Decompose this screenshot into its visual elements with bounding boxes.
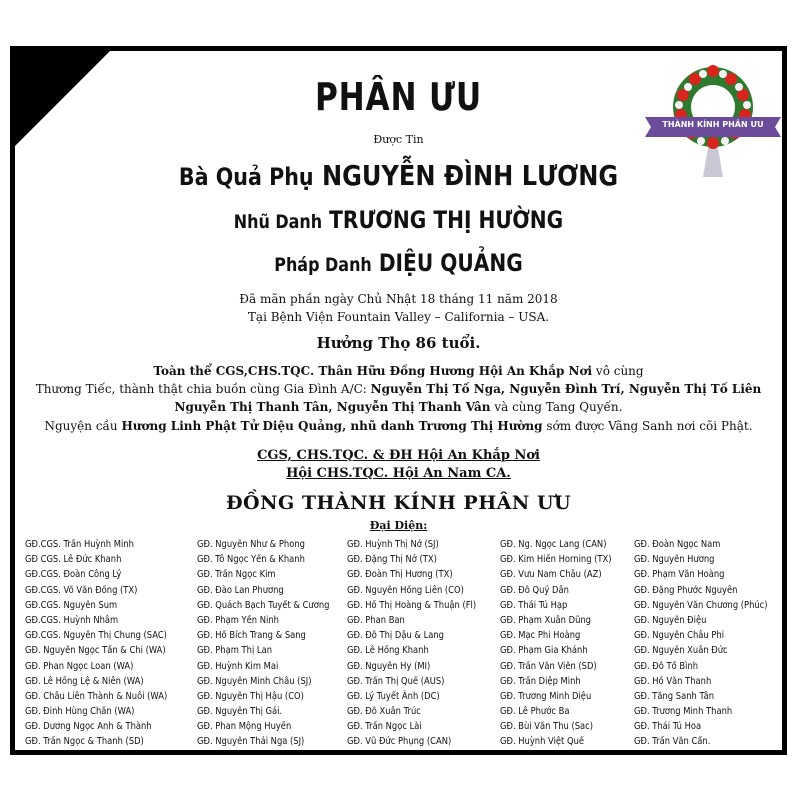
signatory-entry: GĐ. Thái Tú Hạp	[500, 599, 568, 611]
condolence-line-3	[15, 400, 782, 414]
signatories-column-5	[634, 537, 786, 750]
prayer-text: Nguyện cầu	[44, 419, 122, 433]
signatory-entry: GĐ. Đặng Phước Nguyên	[634, 584, 738, 596]
signatory-entry: GĐ. Nguyễn Xuân Đức	[634, 645, 728, 657]
signatory-entry: GĐ. Đặng Thị Nở (TX)	[347, 554, 437, 566]
signatory-entry: GĐ. Tăng Sanh Tân	[634, 690, 715, 702]
signatory-entry: GĐ. Đỗ Tố Bình	[634, 660, 699, 672]
signatory-entry: GĐ. Vưu Nam Châu (AZ)	[500, 569, 602, 581]
signatories-column-4	[500, 537, 627, 750]
signatory-entry: GĐ. Đỗ Quý Dân	[500, 584, 569, 596]
closing-heading: ĐỒNG THÀNH KÍNH PHÂN ƯU	[225, 492, 572, 514]
signatory-entry: GĐ. Nguyễn Thị Hậu (CO)	[197, 690, 304, 702]
signatory-entry: GĐ. Đinh Hùng Chấn (WA)	[25, 706, 135, 718]
signatory-entry: GĐ. Hồ Bích Trang & Sang	[197, 630, 306, 642]
deceased-name: NGUYỄN ĐÌNH LƯƠNG	[321, 159, 619, 192]
signatory-entry: GĐ. Thái Tú Hoa	[634, 721, 702, 733]
family-names: Nguyễn Thị Thanh Tân, Nguyễn Thị Thanh Vân	[174, 400, 491, 414]
signatory-entry: GĐ. Phạm Xuân Dũng	[500, 614, 591, 626]
condolence-text: vô cùng	[592, 364, 644, 378]
signatory-entry: GĐ. Trần Ngọc Lài	[347, 721, 422, 733]
signatory-entry: GĐ. Nguyễn Điệu	[634, 614, 707, 626]
maiden-prefix: Nhũ Danh	[233, 211, 323, 233]
signatory-entry: GĐ.CGS. Huỳnh Nhâm	[25, 614, 119, 626]
prayer-line	[15, 419, 782, 433]
signatory-entry: GĐ. Lê Phước Ba	[500, 706, 570, 718]
signatories-list	[25, 537, 775, 747]
prayer-text: sớm được Vãng Sanh nơi cõi Phật.	[542, 419, 753, 433]
signatory-entry: GĐ. Đoàn Ngọc Nam	[634, 539, 721, 550]
signatory-entry: GĐ. Nguyễn Ngọc Tấn & Chi (WA)	[25, 645, 166, 657]
signatory-entry: GĐ. Quách Bạch Tuyết & Cương	[197, 599, 330, 611]
signatory-entry: GĐ. Nguyễn Hương	[634, 554, 715, 566]
signatories-column-3	[347, 537, 494, 750]
signatory-entry: GĐ. Trần Diệp Minh	[500, 675, 581, 687]
signatory-entry: GĐ. Phạm Văn Hoàng	[634, 569, 725, 581]
signatory-entry: GĐ. Nguyễn Thái Nga (SJ)	[197, 736, 305, 748]
signatory-entry: GĐ. Nguyễn Minh Châu (SJ)	[197, 675, 312, 687]
organization-2: Hội CHS.TQC. Hội An Nam CA.	[286, 466, 511, 481]
signatory-entry: GĐ.CGS. Nguyễn Sum	[25, 599, 118, 611]
signatory-entry: GĐ. Nguyễn Châu Phi	[634, 630, 725, 642]
signatory-entry: GĐ. Đỗ Thị Dậu & Lang	[347, 630, 444, 642]
signatory-entry: GĐ. Trần Ngọc & Thanh (SD)	[25, 736, 144, 748]
signatory-entry: GĐ. Hồ Thị Hoàng & Thuận (Fl)	[347, 599, 477, 611]
signatory-entry: GĐ. Dương Ngọc Anh & Thành	[25, 721, 152, 733]
signatory-entry: GĐ. Nguyễn Hồng Liên (CO)	[347, 584, 464, 596]
signatories-column-1	[25, 537, 187, 750]
signatory-entry: GĐ. Phạm Thị Lan	[197, 645, 273, 657]
signatory-entry: GĐ. Phan Ngọc Loan (WA)	[25, 660, 134, 672]
signatory-entry: GĐ. Ng. Ngọc Lang (CAN)	[500, 539, 607, 550]
signatory-entry: GĐ. Trần Văn Viễn (SD)	[500, 660, 597, 672]
signatory-entry: GĐ. Nguyễn Thị Gái.	[197, 706, 283, 718]
signatory-entry: GĐ. Châu Liên Thành & Nuôi (WA)	[25, 690, 168, 702]
organization-1: CGS, CHS.TQC. & ĐH Hội An Khắp Nơi	[257, 448, 540, 463]
age-line: Hưởng Thọ 86 tuổi.	[316, 334, 481, 352]
signatory-entry: GĐ. Lê Hồng Khanh	[347, 645, 429, 657]
notice-frame	[10, 46, 787, 755]
maiden-name: TRƯƠNG THỊ HƯỜNG	[329, 206, 564, 234]
signatory-entry: GĐ. Trương Minh Diệu	[500, 690, 592, 702]
notice-title: PHÂN ƯU	[314, 75, 483, 119]
death-place-line: Tại Bệnh Viện Fountain Valley – California – USA.	[247, 310, 550, 324]
signatory-entry: GĐ. Lê Hồng Lệ & Niên (WA)	[25, 675, 144, 687]
signatory-entry: GĐ. Trần Thị Quế (AUS)	[347, 675, 445, 687]
signatory-entry: GĐ. Trần Văn Cẩn.	[634, 736, 711, 748]
dharma-prefix: Pháp Danh	[274, 254, 372, 276]
signatory-entry: GĐ.CGS. Đoàn Công Lý	[25, 569, 122, 581]
signatory-entry: GĐ. Bùi Văn Thu (Sac)	[500, 721, 594, 733]
signatory-entry: GĐ. Đoàn Thị Hương (TX)	[347, 569, 453, 581]
wreath-banner-text: THÀNH KÍNH PHÂN ƯU	[662, 120, 764, 129]
signatory-entry: GĐ. Nguyễn Hy (MI)	[347, 660, 431, 672]
prayer-subject: Hương Linh Phật Tử Diệu Quảng, nhũ danh Trương Thị Hường	[121, 419, 543, 433]
signatory-entry: GĐ. Vũ Đức Phụng (CAN)	[347, 736, 452, 748]
signatory-entry: GĐ. Phan Mộng Huyền	[197, 721, 292, 733]
signatory-entry: GĐ. Đào Lan Phương	[197, 584, 284, 596]
family-names: Nguyễn Thị Tố Nga, Nguyễn Đình Trí, Nguyễn Thị Tố Liên	[370, 382, 762, 396]
signatory-entry: GĐ. Phan Ban	[347, 614, 405, 626]
signatory-entry: GĐ. Tô Ngọc Yến & Khanh	[197, 554, 305, 566]
signatory-entry: GĐ. Nguyễn Văn Chương (Phúc)	[634, 599, 768, 611]
condolence-text: Thương Tiếc, thành thật chia buồn cùng Gia Đình A/C:	[35, 382, 371, 396]
signatory-entry: GĐ. Nguyễn Như & Phong	[197, 539, 305, 550]
signatories-column-2	[197, 537, 348, 750]
signatory-entry: GĐ. Phạm Yến Ninh	[197, 614, 279, 626]
signatory-entry: GĐ. Mạc Phi Hoàng	[500, 630, 581, 642]
signatory-entry: GĐ.CGS. Nguyễn Thị Chung (SAC)	[25, 630, 167, 642]
condolence-line-2	[15, 382, 782, 396]
condolence-senders: Toàn thể CGS,CHS.TQC. Thân Hữu Đồng Hương Hội An Khắp Nơi	[153, 364, 593, 378]
name-prefix: Bà Quả Phụ	[178, 163, 314, 191]
death-date-line: Đã mãn phần ngày Chủ Nhật 18 tháng 11 năm 2018	[239, 292, 558, 306]
signatory-entry: GĐ. Trần Ngọc Kim	[197, 569, 276, 581]
signatory-entry: GĐ CGS. Lê Đức Khanh	[25, 554, 122, 566]
dharma-name-line	[76, 249, 720, 277]
representative-label: Đại Diện:	[369, 519, 428, 532]
deceased-name-line	[69, 159, 729, 192]
signatory-entry: GĐ.CGS. Võ Văn Đồng (TX)	[25, 584, 138, 596]
signatory-entry: GĐ. Trương Minh Thanh	[634, 706, 733, 718]
signatory-entry: GĐ.CGS. Trần Huỳnh Minh	[25, 539, 134, 550]
signatory-entry: GĐ. Huỳnh Việt Quế	[500, 736, 585, 748]
signatory-entry: GĐ. Hồ Văn Thanh	[634, 675, 712, 687]
signatory-entry: GĐ. Kim Hiền Horning (TX)	[500, 554, 612, 566]
signatory-entry: GĐ. Phạm Gia Khánh	[500, 645, 588, 657]
signatory-entry: GĐ. Đỗ Xuân Trúc	[347, 706, 421, 718]
signatory-entry: GĐ. Huỳnh Kim Mai	[197, 660, 279, 672]
dharma-name: DIỆU QUẢNG	[378, 249, 523, 277]
maiden-name-line	[76, 206, 720, 234]
condolence-text: và cùng Tang Quyến.	[490, 400, 623, 414]
intro-text: Được Tin	[373, 133, 424, 146]
signatory-entry: GĐ. Huỳnh Thị Nở (SJ)	[347, 539, 439, 550]
condolence-line-1	[15, 364, 782, 378]
signatory-entry: GĐ. Lý Tuyết Ánh (DC)	[347, 690, 440, 702]
